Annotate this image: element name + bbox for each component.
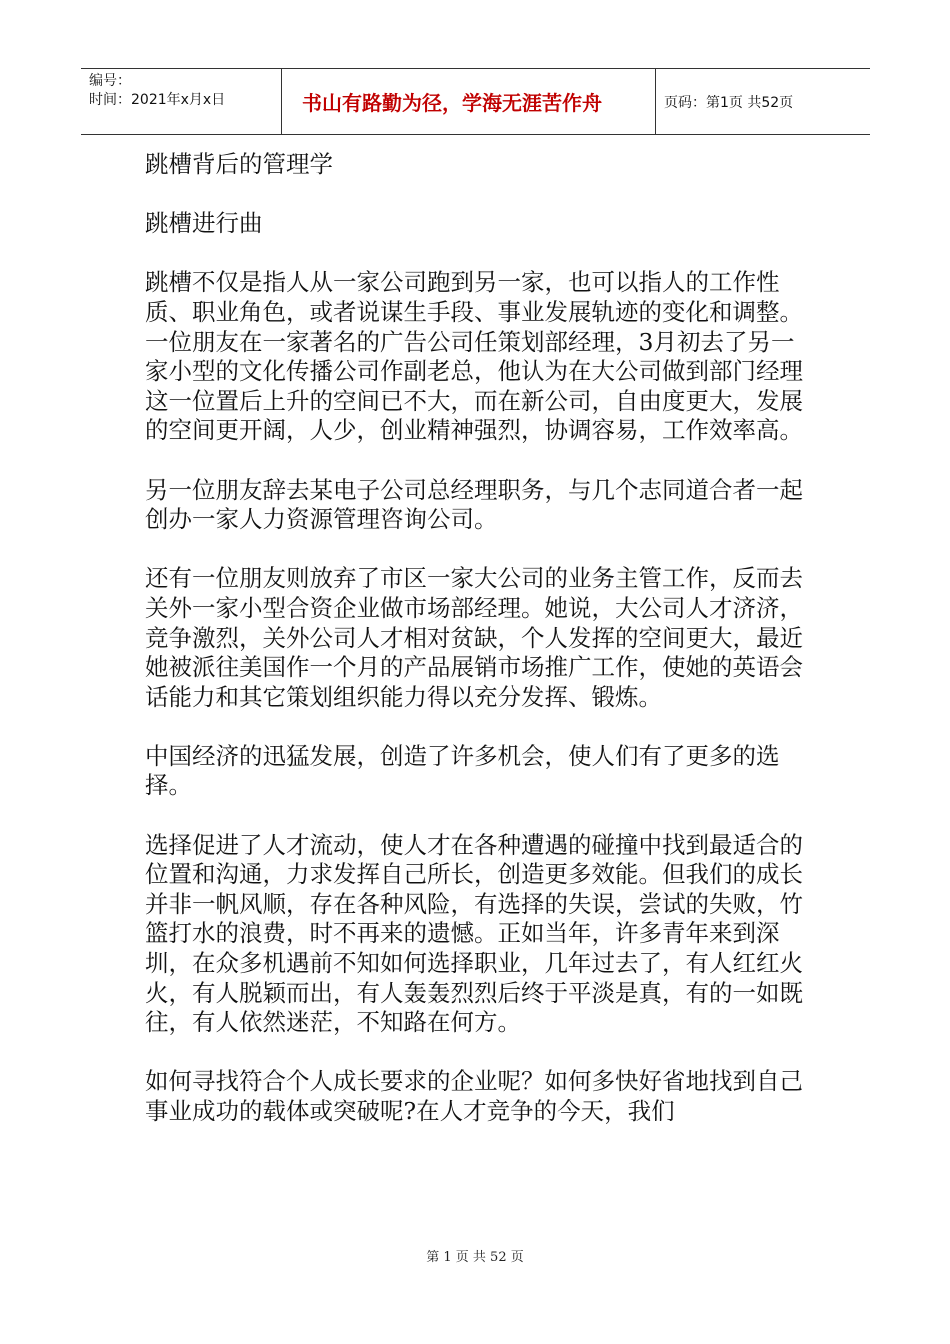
document-title: 跳槽背后的管理学 [145, 150, 333, 178]
document-number-label: 编号： [89, 73, 131, 89]
page-footer: 第 1 页 共 52 页 [426, 1250, 524, 1265]
paragraph: 如何寻找符合个人成长要求的企业呢？如何多快好省地找到自己事业成功的载体或突破呢?在人才竞争的今天，我们 [145, 1067, 803, 1125]
paragraph: 还有一位朋友则放弃了市区一家大公司的业务主管工作，反而去关外一家小型合资企业做市场部经理。她说，大公司人才济济，竞争激烈，关外公司人才相对贫缺，个人发挥的空间更大，最近她被派往美国作一个月的产品展销市场推广工作，使她的英语会话能力和其它策划组织能力得以充分发挥、锻炼。 [145, 564, 803, 711]
header-page-code: 页码：第1页 共52页 [664, 94, 794, 111]
header-meta [81, 69, 281, 134]
document-body [145, 150, 805, 1156]
paragraph: 跳槽不仅是指人从一家公司跑到另一家，也可以指人的工作性质、职业角色，或者说谋生手段、事业发展轨迹的变化和调整。一位朋友在一家著名的广告公司任策划部经理，3月初去了另一家小型的文化传播公司作副老总，他认为在大公司做到部门经理这一位置后上升的空间已不大，而在新公司，自由度更大，发展的空间更开阔，人少，创业精神强烈，协调容易，工作效率高。 [145, 268, 803, 445]
section-heading: 跳槽进行曲 [145, 209, 263, 238]
paragraph: 另一位朋友辞去某电子公司总经理职务，与几个志同道合者一起创办一家人力资源管理咨询公司。 [145, 475, 803, 534]
page-header [81, 68, 870, 135]
document-time-label: 时间：2021年x月x日 [89, 92, 226, 108]
paragraph: 选择促进了人才流动，使人才在各种遭遇的碰撞中找到最适合的位置和沟通，力求发挥自己所长，创造更多效能。但我们的成长并非一帆风顺，存在各种风险，有选择的失误，尝试的失败，竹篮打水的浪费，时不再来的遗憾。正如当年，许多青年来到深圳，在众多机遇前不知如何选择职业，几年过去了，有人红红火火，有人脱颖而出，有人轰轰烈烈后终于平淡是真，有的一如既往，有人依然迷茫，不知路在何方。 [145, 830, 803, 1037]
paragraph: 中国经济的迅猛发展，创造了许多机会，使人们有了更多的选择。 [145, 741, 780, 800]
header-motto: 书山有路勤为径，学海无涯苦作舟 [281, 69, 656, 134]
